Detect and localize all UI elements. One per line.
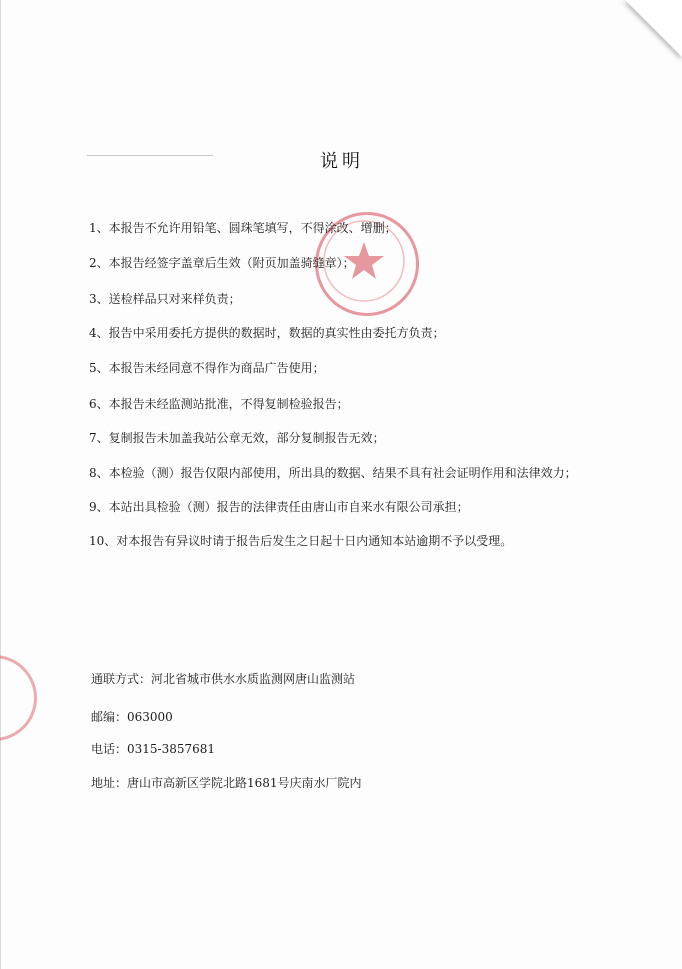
page-title: 说明 [320, 151, 364, 172]
contact-address: 地址：唐山市高新区学院北路1681号庆南水厂院内 [91, 776, 362, 790]
note-item-4: 4、报告中采用委托方提供的数据时，数据的真实性由委托方负责； [89, 326, 445, 340]
note-item-6: 6、本报告未经监测站批准，不得复制检验报告； [89, 397, 349, 411]
note-item-9: 9、本站出具检验（测）报告的法律责任由唐山市自来水有限公司承担； [89, 500, 469, 514]
contact-organization: 通联方式：河北省城市供水水质监测网唐山监测站 [91, 672, 356, 686]
note-item-7: 7、复制报告未加盖我站公章无效，部分复制报告无效； [89, 431, 385, 445]
contact-phone: 电话：0315-3857681 [91, 742, 216, 756]
note-item-8: 8、本检验（测）报告仅限内部使用，所出具的数据、结果不具有社会证明作用和法律效力； [89, 466, 577, 480]
folded-corner [625, 0, 682, 58]
note-item-2: 2、本报告经签字盖章后生效（附页加盖骑缝章）； [89, 256, 355, 270]
contact-postcode: 邮编：063000 [91, 710, 173, 724]
note-item-10: 10、对本报告有异议时请于报告后发生之日起十日内通知本站逾期不予以受理。 [89, 534, 513, 548]
seam-seal-stamp [0, 655, 37, 741]
note-item-1: 1、本报告不允许用铅笔、圆珠笔填写，不得涂改、增删； [89, 221, 397, 235]
note-item-3: 3、送检样品只对来样负责； [89, 292, 241, 306]
note-item-5: 5、本报告未经同意不得作为商品广告使用； [89, 361, 325, 375]
